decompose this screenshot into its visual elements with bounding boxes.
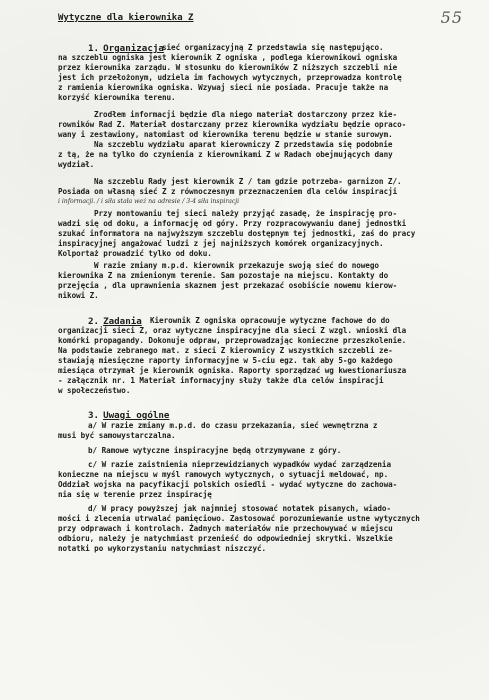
section-3-line: Oddział wojska na pacyfikacji polskich osiedli - wydać wytyczne do zachowa- [58,480,398,489]
section-2-line: stawiają miesięczne raporty informacyjne w 5-ciu egz. tak aby 5-go każdego [58,356,393,365]
section-2-number: 2. [88,316,100,327]
section-1-line: wany i zestawiony, natomiast od kierownika terenu będzie w stanie surowym. [58,130,393,139]
section-1-line: nikowi Z. [58,291,99,300]
page-number: 55 [440,8,463,27]
section-1-line: rowników Rad Z. Materiał dostarczany przez kierownika wydziału będzie opraco- [58,120,407,129]
handwritten-note: i informacji. / i siła stała weź na adresie / 3-4 siła inspiracji [58,198,240,205]
section-3-line: d/ W pracy powyższej jak najmniej stosować notatek pisanych, wiado- [88,504,391,513]
section-2-line: organizacji sieci Z, oraz wytyczne inspiracyjne dla sieci Z wzgl. wnioski dla [58,326,407,335]
section-2-line: w społeczeństwo. [58,386,131,395]
section-1-line: na szczeblu ogniska jest kierownik Z ogniska , podlega kierownikowi ogniska [58,53,398,62]
section-1-line: Zrodłem informacji będzie dla niego materiał dostarczony przez kie- [94,110,397,119]
section-1-line: jest ich przełożonym, udziela im fachowych wytycznych, przeprowadza kontrolę [58,73,402,82]
section-3-line: nia się w terenie przez inspirację [58,490,212,499]
section-1-line: Na szczeblu wydziału aparat kierowniczy Z przedstawia się podobnie [94,140,393,149]
section-1-line: Na szczeblu Rady jest kierownik Z / tam gdzie potrzeba- garnizon Z/. [94,177,402,186]
section-2-line: Na podstawie zebranego mat. z sieci Z kierownicy Z wszystkich szczebli ze- [58,346,393,355]
section-3-title: Uwagi ogólne [103,410,170,421]
section-1-line: inspiracyjnej angażować ludzi z jej najniższych komórek organizacyjnych. [58,239,384,248]
section-1-line: przejęcia , dla uprawnienia skaznem jest przekazać osobiście nowemu kierow- [58,281,398,290]
section-2-line: Kierownik Z ogniska opracowuje wytyczne fachowe do do [150,316,390,325]
section-1-line: wydział. [58,160,95,169]
section-3-line: konieczne na miejscu w myśl ramowych wytycznych, o sytuacji meldować, np. [58,470,389,479]
section-1-title: Organizacja [103,43,164,54]
section-1-line: korzyść kierownika terenu. [58,93,176,102]
section-1-line: Przy montowaniu tej sieci należy przyjąć zasadę, że inspirację pro- [94,209,397,218]
section-3-line: c/ W razie zaistnienia nieprzewidzianych wypadków wydać zarządzenia [88,460,391,469]
section-1-line: kierownika Z na zmienionym terenie. Sam pozostaje na miejscu. Kontakty do [58,271,389,280]
section-3-line: musi być samowystarczalna. [58,431,176,440]
section-2-title: Zadania [103,316,142,327]
section-1-number: 1. [88,43,100,54]
section-3-line: a/ W razie zmiany m.p.d. do czasu przekazania, sieć wewnętrzna z [88,421,378,430]
section-1-line: z ramienia kierownika ogniska. Wzywaj sieci nie posiada. Pracuje także na [58,83,389,92]
section-1-line: Posiada on własną sieć Z z równoczesnym przeznaczeniem dla celów inspiracji [58,187,398,196]
section-1-line: szukać informatora na najwyższym szczeblu dostępnym tej jednostki, zaś do pracy [58,229,416,238]
section-1-line: Kolportaż prowadzić tylko od doku. [58,249,212,258]
section-2-line: - załącznik nr. 1 Materiał informacyjny służy także dla celów inspiracji [58,376,384,385]
section-1-line: wadzi się od doku, a informację od góry. Przy rozpracowywaniu danej jednostki [58,219,407,228]
section-3-line: mości i zlecenia utrwalać pamięciowo. Zastosować porozumiewanie ustne wytycznych [58,514,420,523]
section-3-line: odbioru, należy je natychmiast przenieść do odpowiedniej skrytki. Wszelkie [58,534,393,543]
section-1-line: W razie zmiany m.p.d. kierownik przekazuje swoją sieć do nowego [94,261,379,270]
section-3-number: 3. [88,410,100,421]
section-3-line: notatki po wykorzystaniu natychmiast niszczyć. [58,544,267,553]
document-title: Wytyczne dla kierownika Z [58,13,194,23]
section-3-heading [88,410,169,421]
section-1-line: przez kierownika zarządu. W stosunku do kierowników Z niższych szczebli nie [58,63,398,72]
section-1-line: z tą, że na tylko do czynienia z kierownikami Z w Radach obejmujących dany [58,150,393,159]
section-1-line: sieć organizacyjną Z przedstawia się następująco. [162,43,384,52]
section-3-line: przy odprawach i kontrolach. Żadnych materiałów nie przechowywać w miejscu [58,524,393,533]
section-2-line: komórki propagandy. Dokonuje odpraw, przeprowadzając konieczne przeszkolenie. [58,336,407,345]
section-3-line: b/ Ramowe wytyczne inspiracyjne będą otrzymywane z góry. [88,446,342,455]
section-2-line: miesiąca otrzymał je kierownik ogniska. Raporty sporządzać wg kwestionariusza [58,366,407,375]
